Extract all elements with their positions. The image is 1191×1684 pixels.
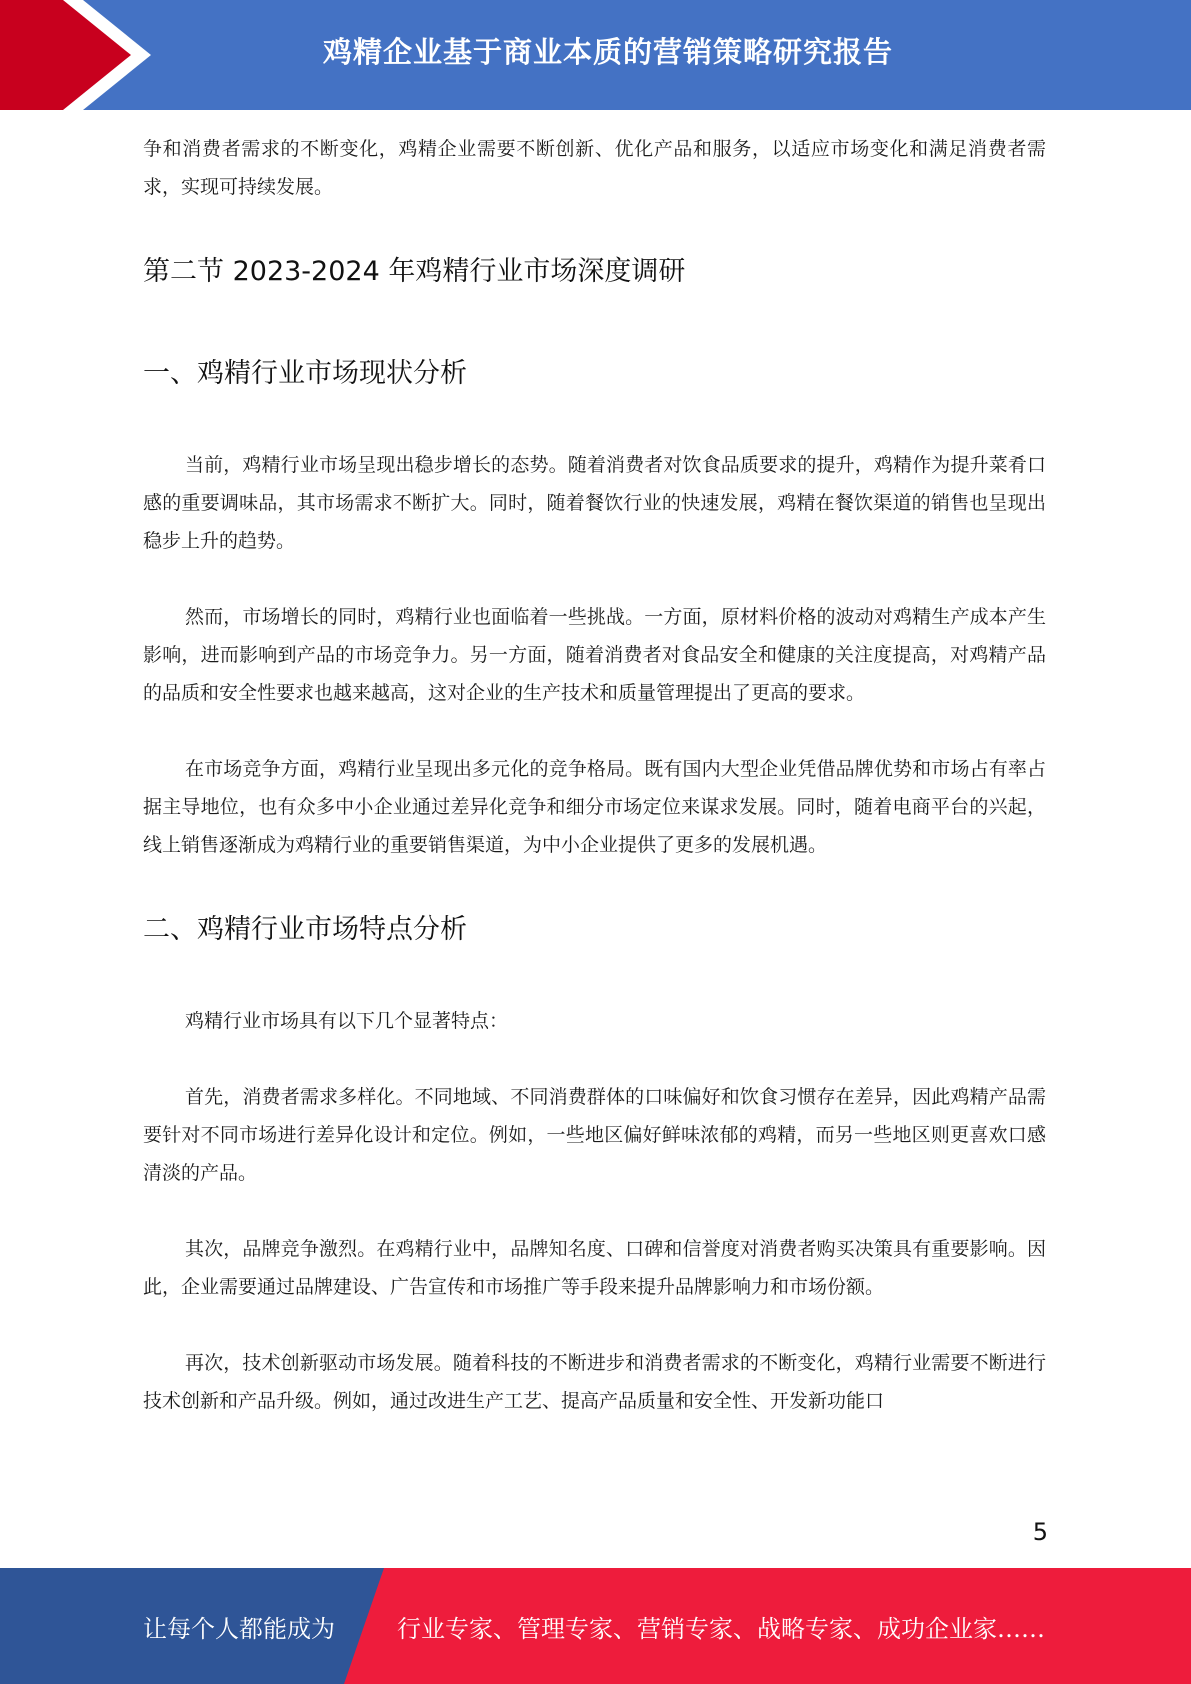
paragraph-continued: 争和消费者需求的不断变化，鸡精企业需要不断创新、优化产品和服务，以适应市场变化和满足消费者需求，实现可持续发展。 [143, 138, 1046, 198]
subsection-heading-features: 二、鸡精行业市场特点分析 [143, 914, 467, 945]
paragraph: 然而，市场增长的同时，鸡精行业也面临着一些挑战。一方面，原材料价格的波动对鸡精生产成本产生影响，进而影响到产品的市场竞争力。另一方面，随着消费者对食品安全和健康的关注度提高，对鸡精产品的品质和安全性要求也越来越高，这对企业的生产技术和质量管理提出了更高的要求。 [143, 606, 1046, 704]
paragraph: 当前，鸡精行业市场呈现出稳步增长的态势。随着消费者对饮食品质要求的提升，鸡精作为提升菜肴口感的重要调味品，其市场需求不断扩大。同时，随着餐饮行业的快速发展，鸡精在餐饮渠道的销售也呈现出稳步上升的趋势。 [143, 454, 1046, 552]
page-footer [0, 1568, 1191, 1684]
page-header [0, 0, 1191, 110]
footer-slogan-right: 行业专家、管理专家、营销专家、战略专家、成功企业家…… [397, 1614, 1045, 1643]
document-body [143, 130, 1046, 1420]
paragraph: 再次，技术创新驱动市场发展。随着科技的不断进步和消费者需求的不断变化，鸡精行业需要不断进行技术创新和产品升级。例如，通过改进生产工艺、提高产品质量和安全性、开发新功能口 [143, 1352, 1046, 1412]
paragraph: 鸡精行业市场具有以下几个显著特点： [185, 1010, 509, 1032]
footer-slogan-left: 让每个人都能成为 [143, 1614, 335, 1643]
page-number: 5 [1032, 1518, 1048, 1546]
section-heading: 第二节 2023-2024 年鸡精行业市场深度调研 [143, 256, 686, 287]
paragraph: 首先，消费者需求多样化。不同地域、不同消费群体的口味偏好和饮食习惯存在差异，因此鸡精产品需要针对不同市场进行差异化设计和定位。例如，一些地区偏好鲜味浓郁的鸡精，而另一些地区则更喜欢口感清淡的产品。 [143, 1086, 1046, 1184]
paragraph: 其次，品牌竞争激烈。在鸡精行业中，品牌知名度、口碑和信誉度对消费者购买决策具有重要影响。因此，企业需要通过品牌建设、广告宣传和市场推广等手段来提升品牌影响力和市场份额。 [143, 1238, 1046, 1298]
subsection-heading-status: 一、鸡精行业市场现状分析 [143, 358, 467, 389]
paragraph: 在市场竞争方面，鸡精行业呈现出多元化的竞争格局。既有国内大型企业凭借品牌优势和市场占有率占据主导地位，也有众多中小企业通过差异化竞争和细分市场定位来谋求发展。同时，随着电商平台的兴起，线上销售逐渐成为鸡精行业的重要销售渠道，为中小企业提供了更多的发展机遇。 [143, 758, 1046, 856]
report-title: 鸡精企业基于商业本质的营销策略研究报告 [322, 34, 893, 69]
